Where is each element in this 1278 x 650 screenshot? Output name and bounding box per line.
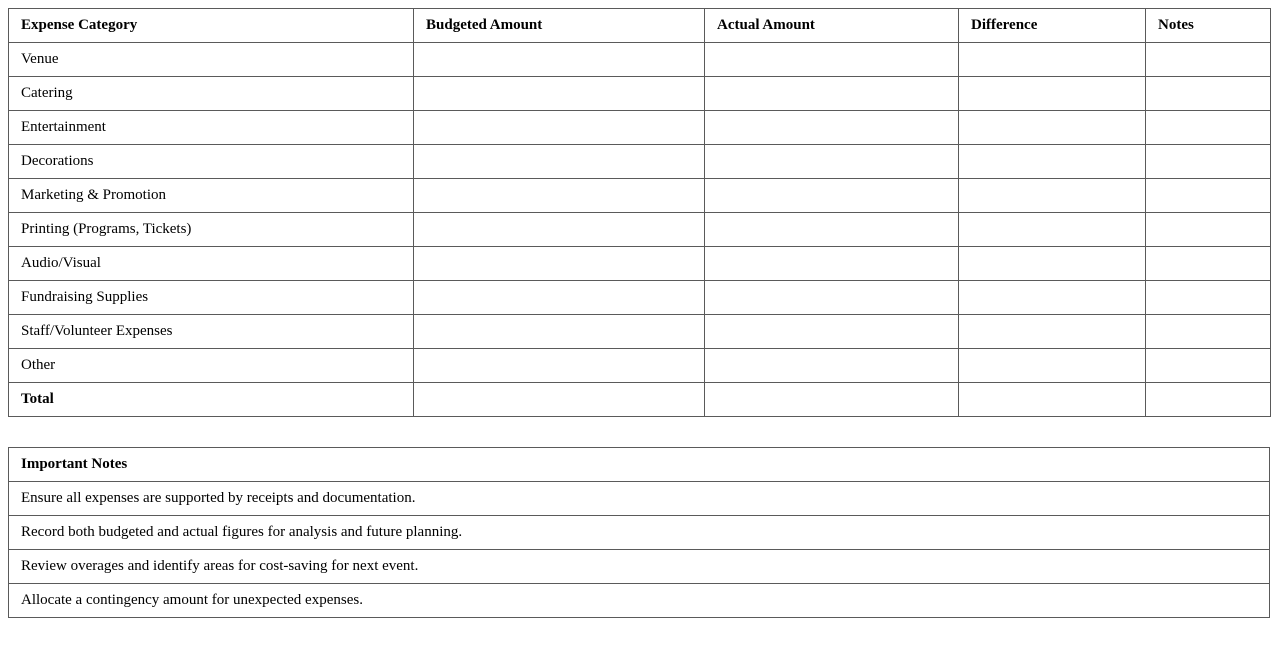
table-row xyxy=(9,213,1271,247)
actual-cell xyxy=(705,281,959,315)
list-item xyxy=(9,516,1270,550)
budgeted-cell xyxy=(414,111,705,145)
table-row xyxy=(9,247,1271,281)
table-row xyxy=(9,349,1271,383)
budgeted-cell xyxy=(414,145,705,179)
actual-cell xyxy=(705,315,959,349)
actual-cell xyxy=(705,247,959,281)
budgeted-cell xyxy=(414,213,705,247)
note-text: Allocate a contingency amount for unexpected expenses. xyxy=(9,584,1270,618)
list-item xyxy=(9,550,1270,584)
header-notes: Notes xyxy=(1146,9,1271,43)
header-budgeted-amount: Budgeted Amount xyxy=(414,9,705,43)
budgeted-cell xyxy=(414,281,705,315)
budgeted-cell xyxy=(414,349,705,383)
budgeted-cell xyxy=(414,315,705,349)
note-text: Record both budgeted and actual figures for analysis and future planning. xyxy=(9,516,1270,550)
notes-cell xyxy=(1146,247,1271,281)
budgeted-cell xyxy=(414,77,705,111)
note-text: Review overages and identify areas for cost-saving for next event. xyxy=(9,550,1270,584)
notes-cell xyxy=(1146,111,1271,145)
category-cell: Other xyxy=(9,349,414,383)
actual-cell xyxy=(705,43,959,77)
notes-cell xyxy=(1146,43,1271,77)
notes-total-cell xyxy=(1146,383,1271,417)
list-item xyxy=(9,482,1270,516)
notes-cell xyxy=(1146,315,1271,349)
notes-cell xyxy=(1146,145,1271,179)
notes-cell xyxy=(1146,281,1271,315)
difference-cell xyxy=(959,111,1146,145)
notes-cell xyxy=(1146,213,1271,247)
expense-table xyxy=(8,8,1271,417)
actual-cell xyxy=(705,77,959,111)
header-actual-amount: Actual Amount xyxy=(705,9,959,43)
total-label: Total xyxy=(9,383,414,417)
table-row xyxy=(9,111,1271,145)
category-cell: Staff/Volunteer Expenses xyxy=(9,315,414,349)
important-notes-table xyxy=(8,447,1270,618)
difference-cell xyxy=(959,281,1146,315)
difference-cell xyxy=(959,213,1146,247)
table-row xyxy=(9,77,1271,111)
difference-cell xyxy=(959,247,1146,281)
actual-cell xyxy=(705,179,959,213)
header-row xyxy=(9,9,1271,43)
category-cell: Entertainment xyxy=(9,111,414,145)
actual-cell xyxy=(705,145,959,179)
total-row xyxy=(9,383,1271,417)
table-row xyxy=(9,315,1271,349)
category-cell: Catering xyxy=(9,77,414,111)
notes-title: Important Notes xyxy=(9,448,1270,482)
actual-cell xyxy=(705,213,959,247)
table-row xyxy=(9,179,1271,213)
header-difference: Difference xyxy=(959,9,1146,43)
difference-cell xyxy=(959,349,1146,383)
notes-cell xyxy=(1146,349,1271,383)
category-cell: Marketing & Promotion xyxy=(9,179,414,213)
budgeted-total-cell xyxy=(414,383,705,417)
actual-cell xyxy=(705,111,959,145)
difference-cell xyxy=(959,179,1146,213)
category-cell: Audio/Visual xyxy=(9,247,414,281)
list-item xyxy=(9,584,1270,618)
note-text: Ensure all expenses are supported by receipts and documentation. xyxy=(9,482,1270,516)
actual-total-cell xyxy=(705,383,959,417)
difference-cell xyxy=(959,77,1146,111)
budgeted-cell xyxy=(414,179,705,213)
difference-cell xyxy=(959,145,1146,179)
difference-cell xyxy=(959,315,1146,349)
notes-title-row xyxy=(9,448,1270,482)
actual-cell xyxy=(705,349,959,383)
budgeted-cell xyxy=(414,247,705,281)
budgeted-cell xyxy=(414,43,705,77)
header-expense-category: Expense Category xyxy=(9,9,414,43)
table-row xyxy=(9,145,1271,179)
notes-cell xyxy=(1146,77,1271,111)
difference-cell xyxy=(959,43,1146,77)
table-row xyxy=(9,43,1271,77)
notes-cell xyxy=(1146,179,1271,213)
table-row xyxy=(9,281,1271,315)
category-cell: Fundraising Supplies xyxy=(9,281,414,315)
category-cell: Venue xyxy=(9,43,414,77)
difference-total-cell xyxy=(959,383,1146,417)
category-cell: Decorations xyxy=(9,145,414,179)
category-cell: Printing (Programs, Tickets) xyxy=(9,213,414,247)
